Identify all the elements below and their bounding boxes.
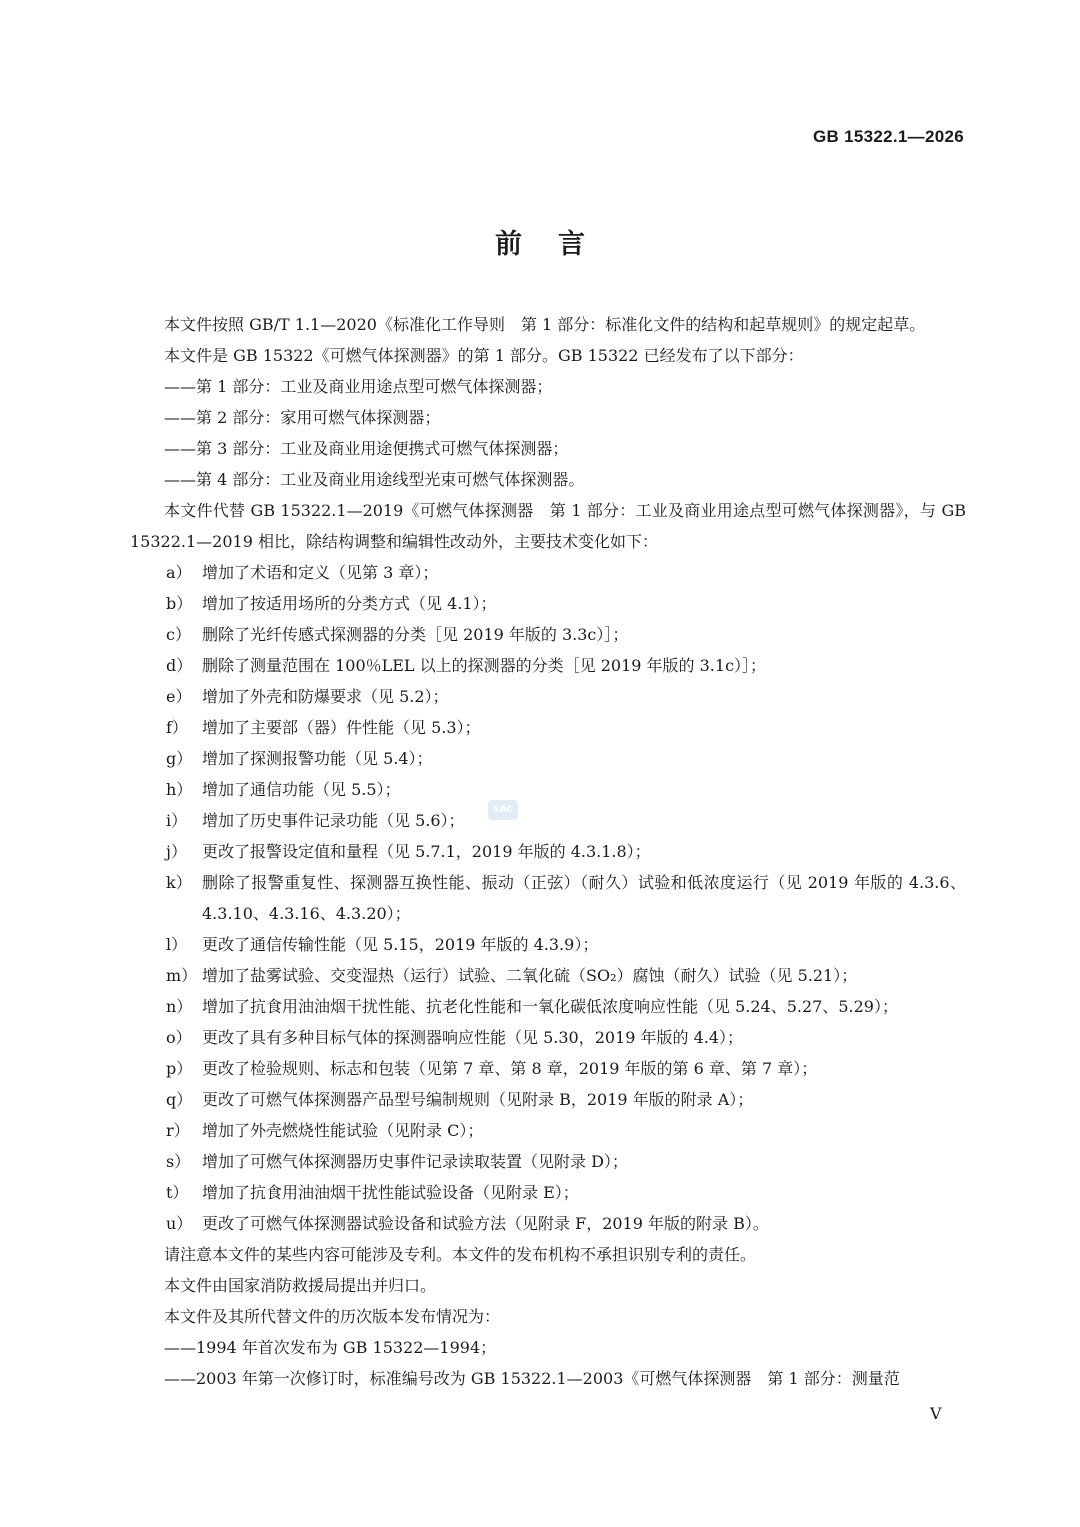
document-body xyxy=(130,309,966,1394)
list-item xyxy=(130,867,966,929)
item-label: q） xyxy=(166,1090,193,1109)
list-item xyxy=(130,557,966,588)
list-item xyxy=(130,1053,966,1084)
list-item xyxy=(130,743,966,774)
item-label: j） xyxy=(166,842,187,861)
item-text: 增加了按适用场所的分类方式（见 4.1）； xyxy=(202,594,497,613)
item-label: g） xyxy=(166,749,193,768)
list-item: ——第 3 部分：工业及商业用途便携式可燃气体探测器； xyxy=(164,439,569,458)
page-title: 前言 xyxy=(495,229,621,260)
list-item: ——2003 年第一次修订时，标准编号改为 GB 15322.1—2003《可燃气体探测器 第 1 部分：测量范 xyxy=(164,1369,900,1388)
list-item xyxy=(130,681,966,712)
list-item xyxy=(130,1022,966,1053)
list-item xyxy=(130,1208,966,1239)
item-text: 增加了探测报警功能（见 5.4）； xyxy=(202,749,433,768)
item-text: 删除了光纤传感式探测器的分类［见 2019 年版的 3.3c）］； xyxy=(202,625,629,644)
list-item xyxy=(130,1146,966,1177)
list-item: ——1994 年首次发布为 GB 15322—1994； xyxy=(164,1338,497,1357)
item-label: a） xyxy=(166,563,192,582)
item-label: n） xyxy=(166,997,193,1016)
item-text: 增加了可燃气体探测器历史事件记录读取装置（见附录 D）； xyxy=(202,1152,628,1171)
list-item xyxy=(130,836,966,867)
item-label: m） xyxy=(166,966,198,985)
list-item xyxy=(130,805,966,836)
list-item xyxy=(130,929,966,960)
list-item xyxy=(130,1115,966,1146)
list-item xyxy=(130,650,966,681)
item-text: 更改了可燃气体探测器产品型号编制规则（见附录 B，2019 年版的附录 A）； xyxy=(202,1090,754,1109)
sac-watermark-logo: SAC xyxy=(488,800,518,820)
item-label: o） xyxy=(166,1028,192,1047)
paragraph-patent-notice: 请注意本文件的某些内容可能涉及专利。本文件的发布机构不承担识别专利的责任。 xyxy=(164,1245,757,1264)
item-text: 增加了抗食用油油烟干扰性能试验设备（见附录 E）； xyxy=(202,1183,579,1202)
item-text: 增加了主要部（器）件性能（见 5.3）； xyxy=(202,718,481,737)
item-label: u） xyxy=(166,1214,193,1233)
item-text: 更改了可燃气体探测器试验设备和试验方法（见附录 F，2019 年版的附录 B）。 xyxy=(202,1214,769,1233)
list-item xyxy=(130,1084,966,1115)
item-label: r） xyxy=(166,1121,190,1140)
item-label: b） xyxy=(166,594,193,613)
list-item xyxy=(130,619,966,650)
page-number: Ⅴ xyxy=(930,1404,942,1423)
paragraph-history-intro: 本文件及其所代替文件的历次版本发布情况为： xyxy=(164,1307,501,1326)
list-item xyxy=(130,774,966,805)
changes-list xyxy=(130,557,966,1239)
list-item: ——第 1 部分：工业及商业用途点型可燃气体探测器； xyxy=(164,377,553,396)
item-label: p） xyxy=(166,1059,193,1078)
item-text: 更改了通信传输性能（见 5.15，2019 年版的 4.3.9）； xyxy=(202,935,599,954)
item-label: c） xyxy=(166,625,191,644)
item-text: 增加了历史事件记录功能（见 5.6）； xyxy=(202,811,465,830)
item-label: f） xyxy=(166,718,188,737)
item-text: 增加了外壳燃烧性能试验（见附录 C）； xyxy=(202,1121,484,1140)
standard-code: GB 15322.1—2026 xyxy=(813,127,964,146)
list-item: ——第 2 部分：家用可燃气体探测器； xyxy=(164,408,441,427)
item-text: 增加了外壳和防爆要求（见 5.2）； xyxy=(202,687,449,706)
paragraph-drafting-basis: 本文件按照 GB/T 1.1—2020《标准化工作导则 第 1 部分：标准化文件的结构和起草规则》的规定起草。 xyxy=(164,315,926,334)
list-item xyxy=(130,991,966,1022)
item-text: 更改了检验规则、标志和包装（见第 7 章、第 8 章，2019 年版的第 6 章、第 7 章）； xyxy=(202,1059,818,1078)
item-label: s） xyxy=(166,1152,191,1171)
parts-list xyxy=(130,371,966,495)
item-label: i） xyxy=(166,811,188,830)
paragraph-proposer: 本文件由国家消防救援局提出并归口。 xyxy=(164,1276,437,1295)
item-label: e） xyxy=(166,687,192,706)
item-label: k） xyxy=(166,873,192,892)
item-label: l） xyxy=(166,935,188,954)
item-text: 增加了抗食用油油烟干扰性能、抗老化性能和一氧化碳低浓度响应性能（见 5.24、5.27、5.29）； xyxy=(202,997,898,1016)
list-item xyxy=(130,960,966,991)
list-item xyxy=(130,1177,966,1208)
list-item xyxy=(130,588,966,619)
item-text: 增加了通信功能（见 5.5）； xyxy=(202,780,401,799)
item-text: 增加了盐雾试验、交变湿热（运行）试验、二氧化硫（SO₂）腐蚀（耐久）试验（见 5.21）； xyxy=(202,966,858,985)
item-label: h） xyxy=(166,780,193,799)
list-item: ——第 4 部分：工业及商业用途线型光束可燃气体探测器。 xyxy=(164,470,585,489)
item-label: t） xyxy=(166,1183,189,1202)
list-item xyxy=(130,712,966,743)
item-text: 删除了报警重复性、探测器互换性能、振动（正弦）（耐久）试验和低浓度运行（见 2019 年版的 4.3.6、4.3.10、4.3.16、4.3.20）； xyxy=(202,873,966,923)
paragraph-replacement: 本文件代替 GB 15322.1—2019《可燃气体探测器 第 1 部分：工业及商业用途点型可燃气体探测器》，与 GB 15322.1—2019 相比，除结构调整和编辑性改动外，主要技术变化如下： xyxy=(130,501,966,551)
item-label: d） xyxy=(166,656,193,675)
item-text: 更改了报警设定值和量程（见 5.7.1，2019 年版的 4.3.1.8）； xyxy=(202,842,651,861)
item-text: 删除了测量范围在 100％LEL 以上的探测器的分类［见 2019 年版的 3.1c）］； xyxy=(202,656,767,675)
history-list xyxy=(130,1332,966,1394)
item-text: 更改了具有多种目标气体的探测器响应性能（见 5.30，2019 年版的 4.4）； xyxy=(202,1028,744,1047)
paragraph-series-intro: 本文件是 GB 15322《可燃气体探测器》的第 1 部分。GB 15322 已经发布了以下部分： xyxy=(164,346,804,365)
item-text: 增加了术语和定义（见第 3 章）； xyxy=(202,563,439,582)
